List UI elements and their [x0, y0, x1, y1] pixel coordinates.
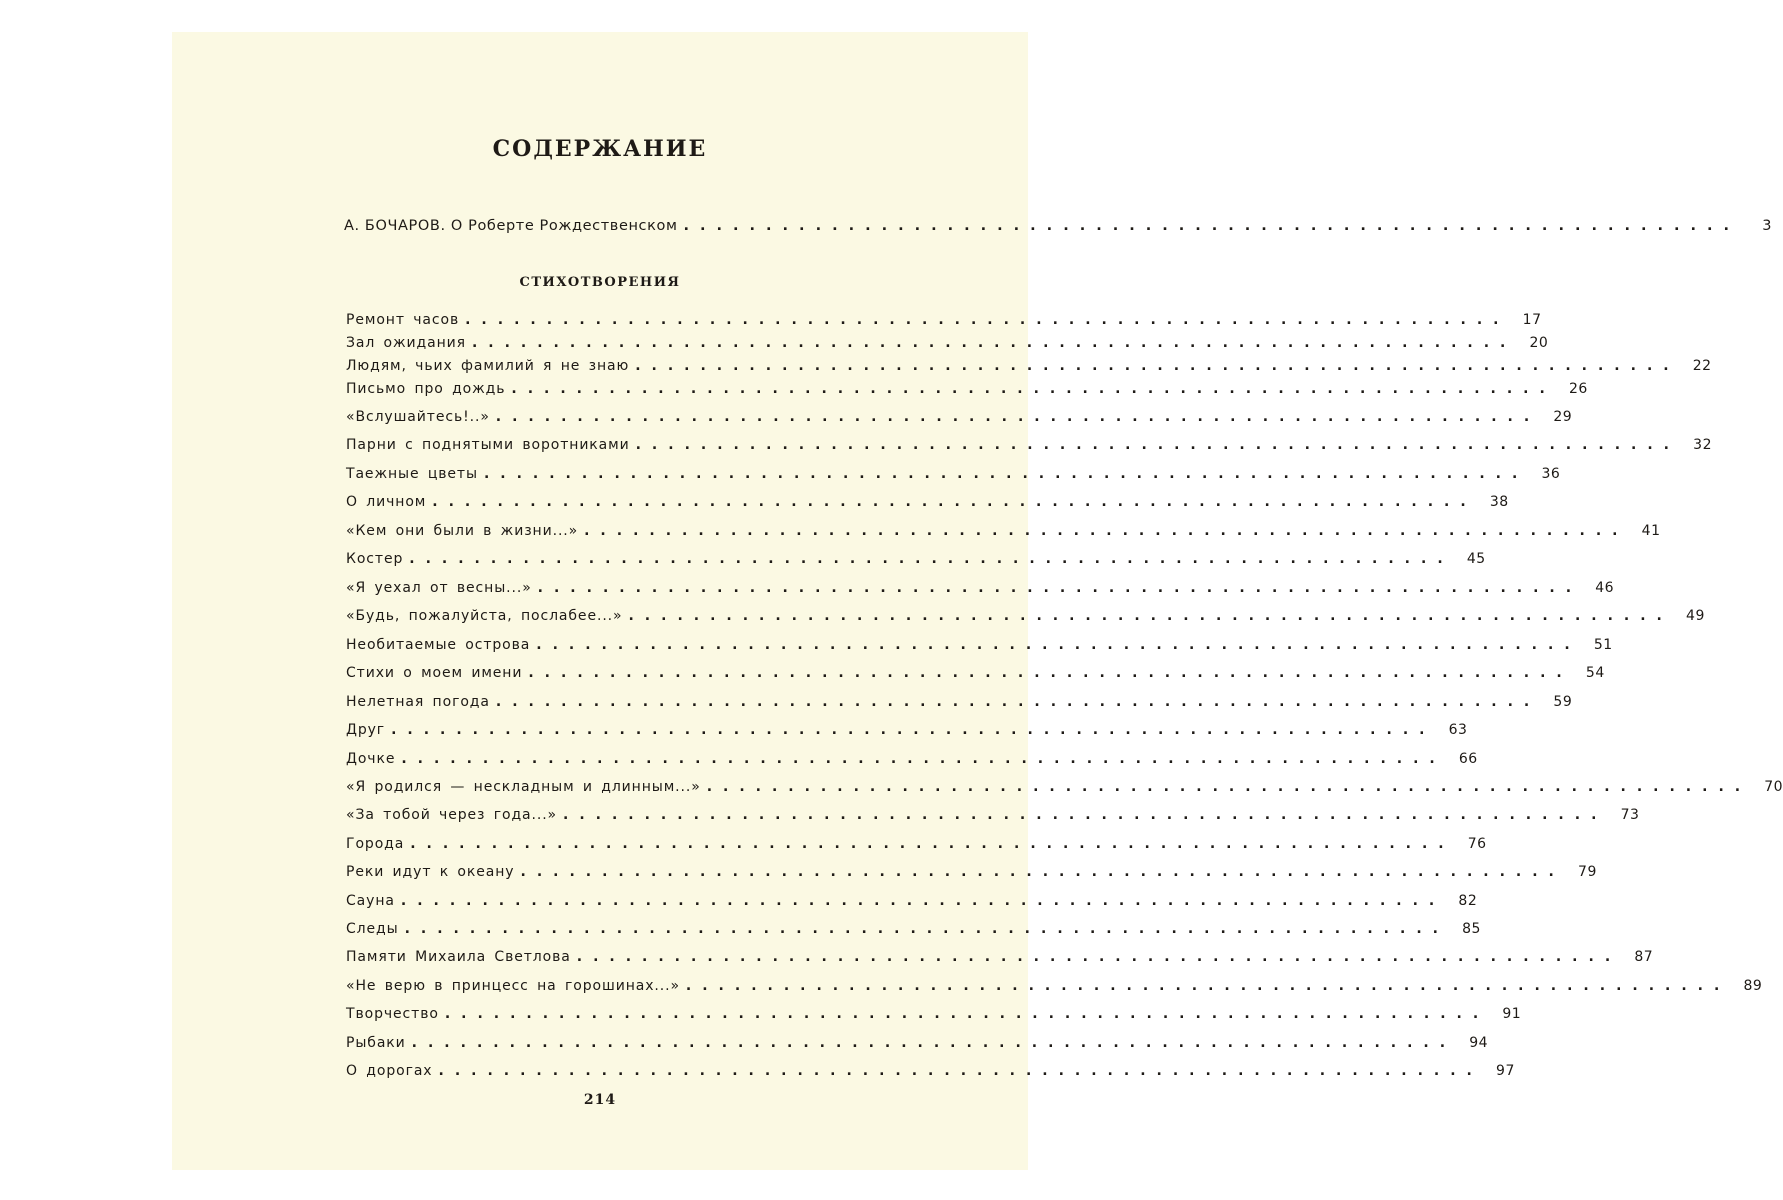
- toc-entry-title: Зал ожидания: [346, 335, 466, 351]
- toc-entry-page: 87: [1634, 949, 1654, 965]
- toc-entry-title: Сауна: [346, 893, 395, 909]
- toc-entry-page: 94: [1469, 1035, 1489, 1051]
- toc-entry-page: 59: [1553, 694, 1573, 710]
- toc-entry-page: 85: [1462, 921, 1481, 937]
- toc-entry: [346, 978, 1763, 1002]
- toc-entry-title: Костер: [346, 551, 404, 567]
- toc-entry-page: 45: [1466, 551, 1486, 567]
- dot-leader: ................................................................: [685, 978, 1731, 994]
- toc-entry-page: 63: [1448, 722, 1468, 738]
- toc-entry: [346, 864, 1597, 888]
- intro-entry-label: А. БОЧАРОВ. О Роберте Рождественском: [344, 218, 678, 234]
- dot-leader: ................................................................: [444, 1006, 1490, 1022]
- dot-leader: ................................................................: [528, 665, 1573, 681]
- toc-entry-page: 51: [1593, 637, 1613, 653]
- toc-entry-title: Необитаемые острова: [346, 637, 531, 653]
- section-heading: СТИХОТВОРЕНИЯ: [519, 275, 681, 290]
- toc-entry-title: Друг: [346, 722, 386, 738]
- dot-leader: ................................................................: [706, 779, 1752, 795]
- toc-entry: [346, 466, 1561, 490]
- dot-leader: ................................................................: [410, 836, 1455, 852]
- toc-entry-page: 46: [1595, 580, 1615, 596]
- intro-entry-page: 3: [1762, 218, 1773, 234]
- dot-leader: ................................................................: [401, 751, 1446, 767]
- dot-leader: ................................................................: [411, 1035, 1457, 1051]
- dot-leader: ................................................................: [391, 722, 1436, 738]
- dot-leader: ................................................................: [495, 694, 1541, 710]
- toc-entry-page: 89: [1743, 978, 1763, 994]
- toc-entry-title: Рыбаки: [346, 1035, 406, 1051]
- toc-entry: [346, 779, 1783, 803]
- dot-leader: ................................................................: [635, 358, 1680, 374]
- toc-entry-title: Стихи о моем имени: [346, 665, 523, 681]
- toc-entry-page: 79: [1578, 864, 1597, 880]
- toc-entry-page: 73: [1620, 807, 1640, 823]
- toc-entry: [346, 751, 1478, 775]
- toc-entry-page: 76: [1467, 836, 1487, 852]
- dot-leader: ................................................................: [683, 218, 1741, 234]
- dot-leader: ................................................................: [635, 437, 1680, 453]
- toc-entry: [346, 1063, 1515, 1087]
- toc-entry-title: Парни с поднятыми воротниками: [346, 437, 630, 453]
- dot-leader: ................................................................: [438, 1063, 1483, 1079]
- toc-entry: [346, 1006, 1522, 1030]
- dot-leader: ................................................................: [511, 381, 1556, 397]
- toc-entry-page: 54: [1585, 665, 1605, 681]
- toc-entry-page: 70: [1764, 779, 1783, 795]
- toc-entry-title: «Кем они были в жизни...»: [346, 523, 579, 539]
- toc-entry-title: «За тобой через года...»: [346, 807, 558, 823]
- toc-entry: [346, 608, 1705, 632]
- dot-leader: ................................................................: [563, 807, 1608, 823]
- dot-leader: ................................................................: [584, 523, 1629, 539]
- toc-entry: [346, 694, 1573, 718]
- dot-leader: ................................................................: [409, 551, 1454, 567]
- toc-entry: [346, 637, 1613, 661]
- dot-leader: ................................................................: [536, 637, 1581, 653]
- toc-entry-title: Дочке: [346, 751, 396, 767]
- dot-leader: ................................................................: [432, 494, 1477, 510]
- dot-leader: ................................................................: [400, 893, 1446, 909]
- toc-entry: [346, 1035, 1489, 1059]
- dot-leader: ................................................................: [483, 466, 1529, 482]
- toc-entry-page: 38: [1489, 494, 1509, 510]
- page-number: 214: [583, 1092, 617, 1108]
- toc-entry: [346, 665, 1605, 689]
- page-title: СОДЕРЖАНИЕ: [492, 136, 708, 162]
- toc-entry: [346, 893, 1478, 917]
- toc-entry: [346, 722, 1468, 746]
- toc-entry: [346, 921, 1481, 945]
- toc-entry-title: «Будь, пожалуйста, послабее...»: [346, 608, 623, 624]
- dot-leader: ................................................................: [495, 409, 1541, 425]
- toc-entry-title: Нелетная погода: [346, 694, 490, 710]
- toc-entry-title: «Не верю в принцесс на горошинах...»: [346, 978, 680, 994]
- dot-leader: ................................................................: [576, 949, 1622, 965]
- toc-entry-title: Таежные цветы: [346, 466, 478, 482]
- toc-entry-page: 82: [1458, 893, 1478, 909]
- toc-entry-title: Людям, чьих фамилий я не знаю: [346, 358, 630, 374]
- toc-entry-title: Реки идут к океану: [346, 864, 515, 880]
- toc-entry-title: О дорогах: [346, 1063, 433, 1079]
- dot-leader: ................................................................: [628, 608, 1673, 624]
- toc-entry-page: 97: [1496, 1063, 1515, 1079]
- toc-entry: [346, 335, 1549, 359]
- dot-leader: ................................................................: [471, 335, 1517, 351]
- toc-entry: [346, 358, 1712, 382]
- toc-entry: [346, 437, 1712, 461]
- toc-entry-title: Памяти Михаила Светлова: [346, 949, 571, 965]
- toc-entry: [346, 494, 1509, 518]
- dot-leader: ................................................................: [465, 312, 1510, 328]
- book-page: [172, 32, 1783, 1170]
- toc-entry: [346, 580, 1615, 604]
- toc-entry-title: Творчество: [346, 1006, 439, 1022]
- toc-entry-title: Ремонт часов: [346, 312, 460, 328]
- toc-entry: [346, 312, 1542, 336]
- toc-entry-title: Следы: [346, 921, 399, 937]
- dot-leader: ................................................................: [520, 864, 1565, 880]
- toc-entry-page: 66: [1458, 751, 1478, 767]
- toc-entry-page: 20: [1529, 335, 1549, 351]
- toc-entry-page: 32: [1693, 437, 1712, 453]
- toc-entry-title: О личном: [346, 494, 427, 510]
- toc-entry: [346, 523, 1661, 547]
- toc-entry-title: «Я уехал от весны...»: [346, 580, 532, 596]
- toc-entry-page: 17: [1522, 312, 1542, 328]
- intro-entry: [344, 218, 1773, 234]
- dot-leader: ................................................................: [404, 921, 1449, 937]
- toc-entry: [346, 381, 1588, 405]
- toc-entry-page: 49: [1686, 608, 1705, 624]
- toc-entry-title: «Я родился — нескладным и длинным...»: [346, 779, 701, 795]
- toc-entry-title: Города: [346, 836, 405, 852]
- toc-entry-page: 26: [1568, 381, 1588, 397]
- toc-entry-page: 91: [1502, 1006, 1522, 1022]
- dot-leader: ................................................................: [537, 580, 1583, 596]
- toc-entry-title: «Вслушайтесь!..»: [346, 409, 490, 425]
- toc-entry: [346, 551, 1486, 575]
- toc-entry-page: 41: [1641, 523, 1661, 539]
- toc-entry-page: 22: [1692, 358, 1712, 374]
- toc-entry: [346, 807, 1640, 831]
- toc-entry: [346, 836, 1487, 860]
- toc-entry: [346, 949, 1654, 973]
- toc-entry: [346, 409, 1573, 433]
- toc-entry-page: 36: [1541, 466, 1561, 482]
- toc-entry-title: Письмо про дождь: [346, 381, 506, 397]
- toc-entry-page: 29: [1553, 409, 1573, 425]
